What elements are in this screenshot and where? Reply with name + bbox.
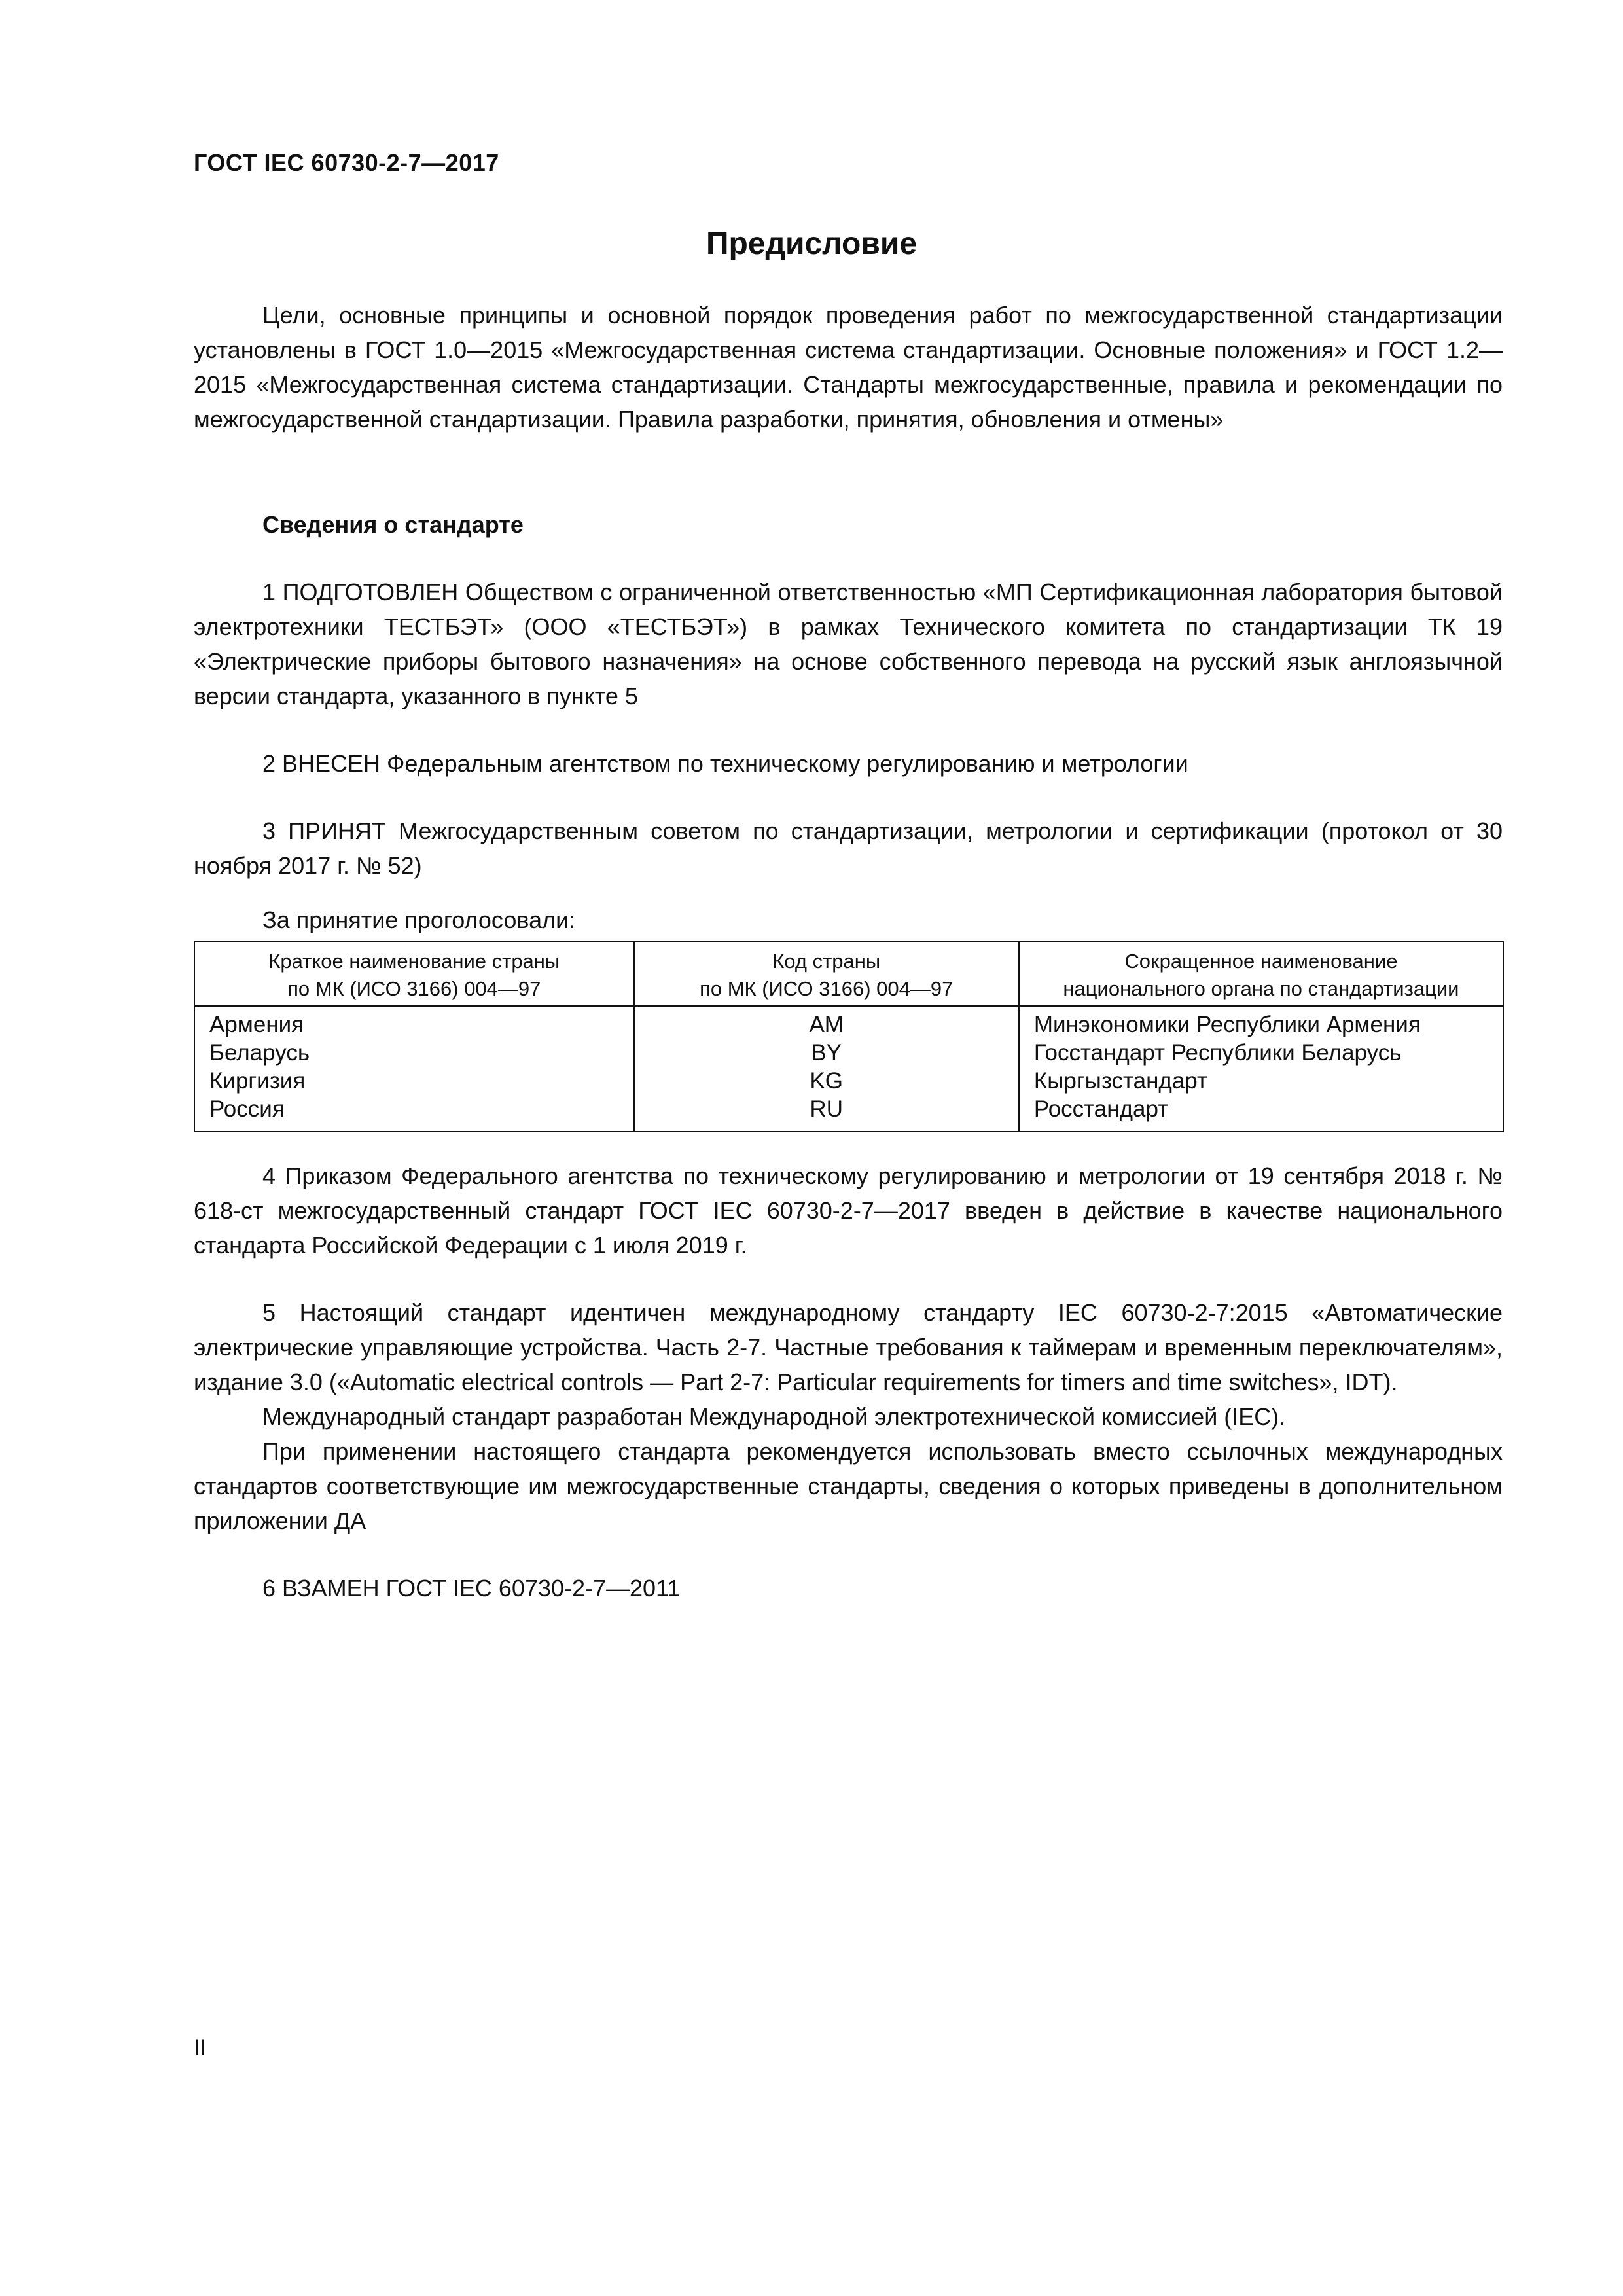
voting-table <box>194 941 1504 1132</box>
page-number: II <box>194 2036 206 2060</box>
table-row <box>194 1006 1503 1132</box>
national-bodies-cell: Минэкономики Республики Армения Госстандарт Республики Беларусь Кыргызстандарт Росстандарт <box>1019 1006 1503 1132</box>
vote-intro: За принятие проголосовали: <box>262 906 576 933</box>
table-header-body: Сокращенное наименование национального органа по стандартизации <box>1019 942 1503 1006</box>
document-body <box>194 298 1503 1605</box>
item-5-application: При применении настоящего стандарта рекомендуется использовать вместо ссылочных международных стандартов соответствующие им межгосударственные стандарты, сведения о которых приведены в дополнительном приложении ДА <box>194 1438 1503 1534</box>
table-header-country: Краткое наименование страны по МК (ИСО 3166) 004—97 <box>194 942 634 1006</box>
page-title: Предисловие <box>705 226 918 261</box>
table-header-row <box>194 942 1503 1006</box>
item-3-adopted: 3 ПРИНЯТ Межгосударственным советом по стандартизации, метрологии и сертификации (протокол от 30 ноября 2017 г. № 52) <box>194 817 1503 879</box>
item-5-developer: Международный стандарт разработан Международной электротехнической комиссией (IEC). <box>262 1403 1286 1430</box>
country-names-cell: Армения Беларусь Киргизия Россия <box>194 1006 634 1132</box>
section-subheading: Сведения о стандарте <box>262 511 524 538</box>
item-1-prepared: 1 ПОДГОТОВЛЕН Обществом с ограниченной ответственностью «МП Сертификационная лаборатория бытовой электротехники ТЕСТБЭТ» (ООО «ТЕСТБЭТ») в рамках Технического комитета по стандартизации ТК 19 «Электрические приборы бытового назначения» на основе собственного перевода на русский язык англоязычной версии стандарта, указанного в пункте 5 <box>194 579 1503 709</box>
item-5-identity: 5 Настоящий стандарт идентичен международному стандарту IEC 60730-2-7:2015 «Автоматические электрические управляющие устройства. Часть 2-7. Частные требования к таймерам и временным переключателям», издание 3.0 («Automatic electrical controls — Part 2-7: Particular requirements for timers and time switches», IDT). <box>194 1299 1503 1395</box>
item-6-replaces: 6 ВЗАМЕН ГОСТ IEC 60730-2-7—2011 <box>262 1575 681 1602</box>
document-id-header: ГОСТ IEC 60730-2-7—2017 <box>194 149 499 176</box>
intro-paragraph: Цели, основные принципы и основной порядок проведения работ по межгосударственной стандартизации установлены в ГОСТ 1.0—2015 «Межгосударственная система стандартизации. Основные положения» и ГОСТ 1.2—2015 «Межгосударственная система стандартизации. Стандарты межгосударственные, правила и рекомендации по межгосударственной стандартизации. Правила разработки, принятия, обновления и отмены» <box>194 302 1503 433</box>
table-header-code: Код страны по МК (ИСО 3166) 004—97 <box>634 942 1019 1006</box>
item-2-introduced: 2 ВНЕСЕН Федеральным агентством по техническому регулированию и метрологии <box>262 750 1188 777</box>
item-4-order: 4 Приказом Федерального агентства по техническому регулированию и метрологии от 19 сентября 2018 г. № 618-ст межгосударственный стандарт ГОСТ IEC 60730-2-7—2017 введен в действие в качестве национального стандарта Российской Федерации с 1 июля 2019 г. <box>194 1162 1503 1259</box>
country-codes-cell: AM BY KG RU <box>634 1006 1019 1132</box>
